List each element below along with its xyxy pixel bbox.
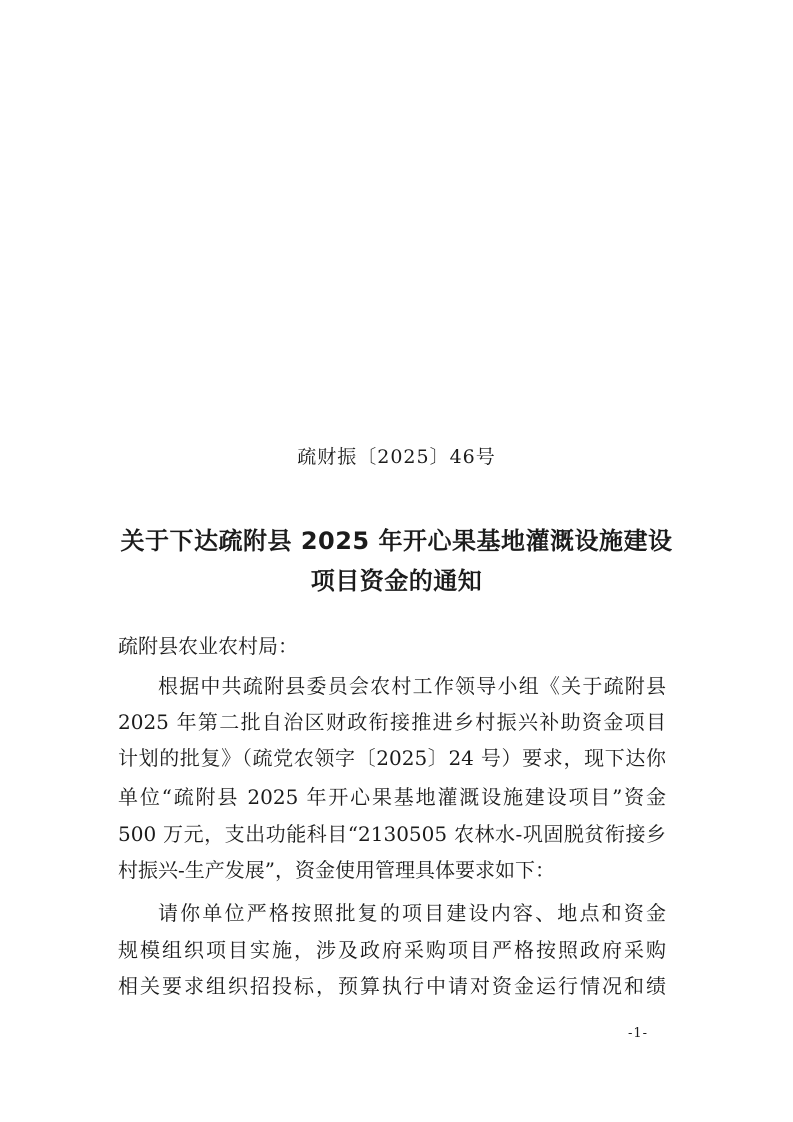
paragraph-1-line-3: 计划的批复》（疏党农领字〔2025〕24 号）要求，现下达你 (118, 746, 666, 770)
addressee: 疏附县农业农村局： (118, 634, 298, 658)
paragraph-1-line-6: 村振兴-生产发展”，资金使用管理具体要求如下： (118, 858, 555, 882)
document-title (0, 521, 793, 601)
paragraph-2-line-1: 请你单位严格按照批复的项目建设内容、地点和资金 (158, 901, 666, 925)
paragraph-1-line-4: 单位“疏附县 2025 年开心果基地灌溉设施建设项目”资金 (118, 785, 666, 809)
page-number: -1- (628, 1026, 649, 1041)
document-number: 疏财振〔2025〕46号 (297, 446, 496, 468)
paragraph-1-line-5: 500 万元，支出功能科目“2130505 农林水-巩固脱贫衔接乡 (118, 822, 666, 846)
title-line-1: 关于下达疏附县 2025 年开心果基地灌溉设施建设 (120, 527, 673, 555)
paragraph-1-line-1: 根据中共疏附县委员会农村工作领导小组《关于疏附县 (158, 674, 666, 698)
paragraph-1-line-2: 2025 年第二批自治区财政衔接推进乡村振兴补助资金项目 (118, 710, 666, 734)
paragraph-2-line-2: 规模组织项目实施，涉及政府采购项目严格按照政府采购 (118, 938, 666, 962)
paragraph-2-line-3: 相关要求组织招投标，预算执行中请对资金运行情况和绩 (118, 974, 666, 998)
title-line-2: 项目资金的通知 (310, 567, 483, 595)
